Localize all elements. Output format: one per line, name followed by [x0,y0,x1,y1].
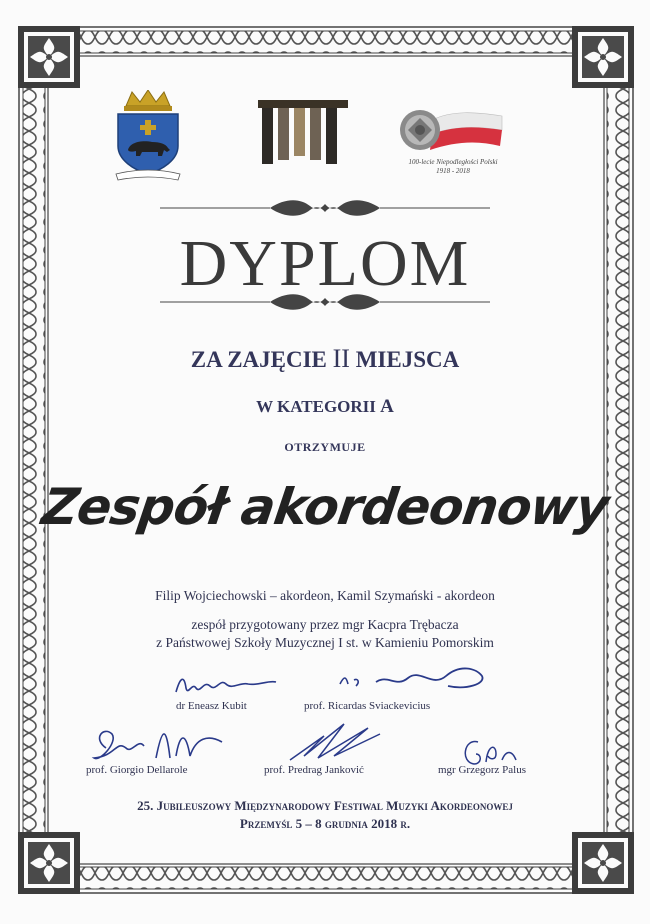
jury-name: prof. Predrag Janković [264,764,364,776]
flourish-top [160,196,490,220]
school-line: z Państwowej Szkoły Muzycznej I st. w Kamieniu Pomorskim [156,635,494,650]
jury-name: mgr Grzegorz Palus [438,764,526,776]
members-line: Filip Wojciechowski – akordeon, Kamil Szymański - akordeon [155,588,495,603]
category-letter: A [380,396,394,417]
signature-scribble [284,716,384,764]
signature-scribble [336,654,486,700]
category-heading [0,396,650,418]
recipient-name: Zespół akordeonowy [38,478,612,536]
festival-logo-icon [258,100,348,172]
coat-of-arms-icon [112,90,184,182]
jury-name: dr Eneasz Kubit [176,700,247,712]
diploma-title: DYPLOM [179,227,471,300]
place-suffix: MIEJSCA [355,347,460,372]
festival-dates: 5 – 8 grudnia 2018 r. [295,816,411,831]
festival-number: 25. [137,798,154,813]
place-heading [0,344,650,374]
category-prefix: W KATEGORII [256,397,376,416]
anniversary-caption [392,158,514,176]
signature-scribble [170,668,280,700]
festival-name [0,798,650,814]
jury-name: prof. Giorgio Dellarole [86,764,188,776]
festival-city: Przemyśl [239,816,293,831]
anniversary-caption-text: 100-lecie Niepodległości Polski [408,158,498,166]
anniversary-caption-years: 1918 - 2018 [436,167,470,175]
place-number: II [332,344,350,373]
festival-place-date [0,816,650,832]
independence-anniversary-icon [392,106,504,156]
festival-title: Jubileuszowy Międzynarodowy Festiwal Muzyki Akordeonowej [156,798,513,813]
place-prefix: ZA ZAJĘCIE [190,347,327,372]
receives-label: OTRZYMUJE [284,440,366,454]
signature-scribble [86,718,226,770]
prepared-by-line: zespół przygotowany przez mgr Kacpra Trębacza [191,617,459,632]
flourish-bottom [160,290,490,314]
jury-name: prof. Ricardas Sviackevicius [304,700,431,712]
